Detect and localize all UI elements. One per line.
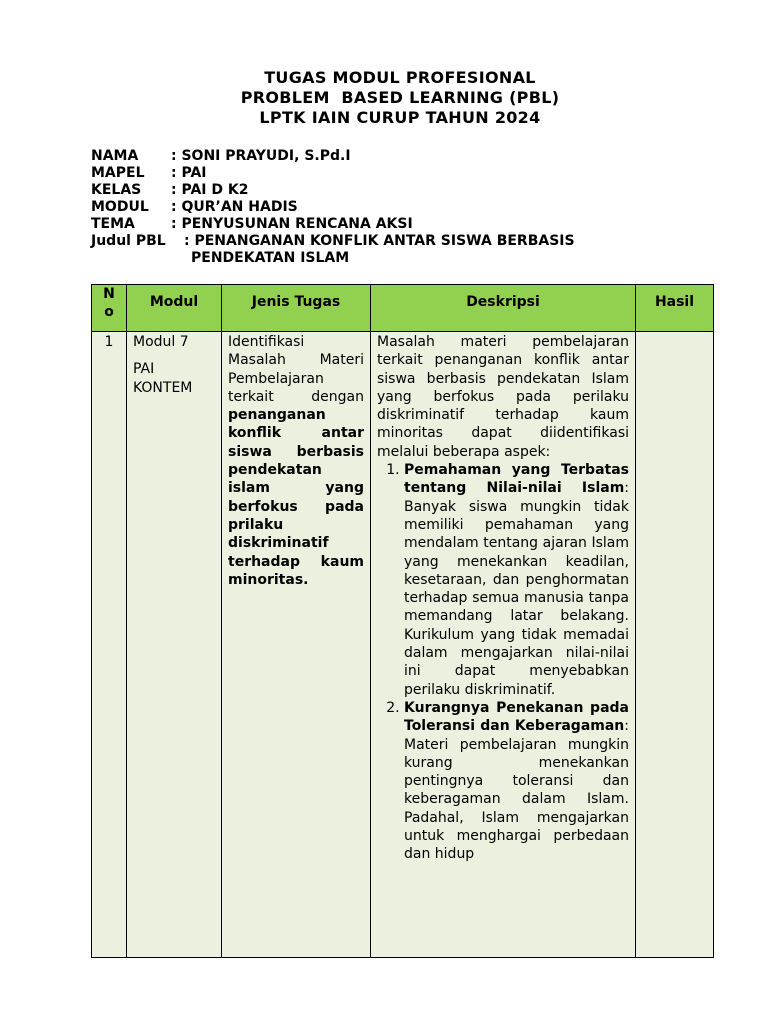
table-header-row	[92, 285, 714, 332]
mapel-value: : PAI	[171, 165, 207, 181]
list-item	[404, 461, 629, 699]
info-row-mapel	[91, 165, 575, 182]
cell-hasil	[636, 332, 714, 958]
aspect-list	[377, 461, 629, 864]
header-no-line2: o	[104, 304, 114, 320]
info-row-judul	[91, 233, 575, 250]
header-modul: Modul	[127, 285, 222, 332]
modul-value: : QUR’AN HADIS	[171, 199, 298, 215]
tema-value: : PENYUSUNAN RENCANA AKSI	[171, 216, 413, 232]
mapel-label: MAPEL	[91, 165, 145, 181]
cell-jenis-tugas	[222, 332, 371, 958]
title-line-2: PROBLEM BASED LEARNING (PBL)	[240, 88, 560, 107]
info-row-nama	[91, 148, 575, 165]
list-item	[404, 699, 629, 864]
info-row-judul-cont	[91, 250, 575, 267]
table-row	[92, 332, 714, 958]
aspect-title: Pemahaman yang Terbatas tentang Nilai-nilai Islam	[404, 462, 629, 497]
modul-line-2: PAI	[133, 361, 155, 378]
jenis-plain: Identifikasi Masalah Materi Pembelajaran terkait dengan	[228, 334, 364, 405]
info-row-modul	[91, 199, 575, 216]
task-table	[91, 284, 714, 958]
jenis-bold: penanganan konflik antar siswa berbasis pendekatan islam yang berfokus pada prilaku diskriminatif terhadap kaum minoritas.	[228, 407, 364, 588]
kelas-value: : PAI D K2	[171, 182, 249, 198]
modul-line-3: KONTEM	[133, 379, 193, 396]
identity-block	[91, 148, 575, 267]
title-line-1: TUGAS MODUL PROFESIONAL	[264, 68, 536, 87]
judul-value: : PENANGANAN KONFLIK ANTAR SISWA BERBASIS	[184, 233, 575, 249]
header-hasil: Hasil	[636, 285, 714, 332]
aspect-text: : Banyak siswa mungkin tidak memiliki pemahaman yang mendalam tentang ajaran Islam yang menekankan keadilan, kesetaraan, dan penghormatan terhadap semua manusia tanpa memandang latar belakang. Kurikulum yang tidak memadai dalam mengajarkan nilai-nilai ini dapat menyebabkan perilaku diskriminatif.	[404, 480, 629, 698]
modul-line-1: Modul 7	[133, 334, 189, 350]
info-row-kelas	[91, 182, 575, 199]
cell-deskripsi	[371, 332, 636, 958]
header-no-line1: N	[103, 286, 115, 302]
cell-modul	[127, 332, 222, 958]
nama-value: : SONI PRAYUDI, S.Pd.I	[171, 148, 351, 164]
nama-label: NAMA	[91, 148, 139, 164]
judul-label: Judul PBL	[91, 233, 166, 249]
judul-value-cont: PENDEKATAN ISLAM	[191, 250, 350, 266]
aspect-title: Kurangnya Penekanan pada Toleransi dan Keberagaman	[404, 699, 629, 735]
aspect-text: : Materi pembelajaran mungkin kurang menekankan pentingnya toleransi dan keberagaman dalam Islam. Padahal, Islam mengajarkan untuk menghargai perbedaan dan hidup	[404, 718, 629, 863]
kelas-label: KELAS	[91, 182, 142, 198]
tema-label: TEMA	[91, 216, 135, 232]
header-jenis-tugas: Jenis Tugas	[222, 285, 371, 332]
header-no	[92, 285, 127, 332]
header-deskripsi: Deskripsi	[371, 285, 636, 332]
title-line-3: LPTK IAIN CURUP TAHUN 2024	[259, 108, 541, 127]
deskripsi-intro: Masalah materi pembelajaran terkait penanganan konflik antar siswa berbasis pendekatan Islam yang berfokus pada perilaku diskriminatif terhadap kaum minoritas dapat diidentifikasi melalui beberapa aspek:	[377, 334, 629, 460]
document-title	[0, 68, 768, 128]
modul-label: MODUL	[91, 199, 149, 215]
cell-no: 1	[92, 332, 127, 958]
info-row-tema	[91, 216, 575, 233]
